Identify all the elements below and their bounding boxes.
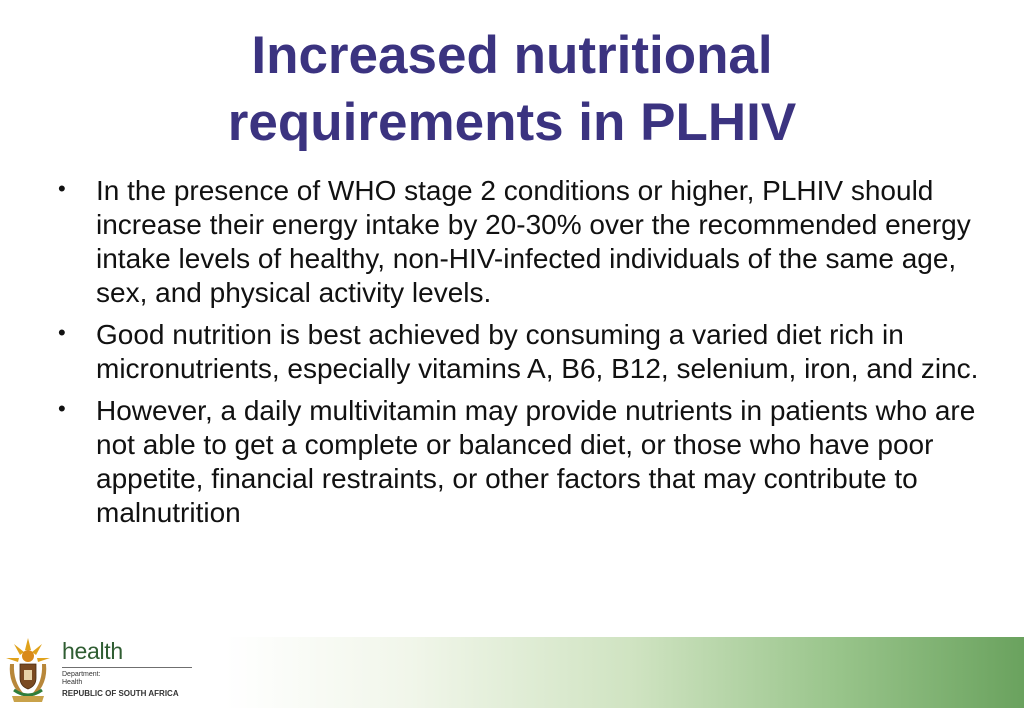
bullet-icon: • — [58, 396, 66, 421]
logo-republic-label: REPUBLIC OF SOUTH AFRICA — [62, 689, 179, 698]
bullet-text: Good nutrition is best achieved by consuming a varied diet rich in micronutrients, especially vitamins A, B6, B12, selenium, iron, and zinc. — [96, 319, 979, 384]
bullet-item — [0, 394, 1000, 530]
logo-wordmark: health — [62, 638, 123, 664]
bullet-item — [0, 318, 1000, 386]
logo-divider — [62, 667, 192, 668]
slide-title-line: requirements in PLHIV — [227, 93, 797, 152]
logo-health-label: Health — [62, 679, 83, 686]
bullet-text: In the presence of WHO stage 2 conditions or higher, PLHIV should increase their energy intake by 20-30% over the recommended energy intake levels of healthy, non-HIV-infected individuals of the same age, sex, and physical activity levels. — [96, 175, 971, 308]
slide-title-line: Increased nutritional — [251, 26, 773, 85]
department-health-logo — [0, 634, 200, 706]
coat-of-arms-icon — [2, 634, 54, 704]
bullet-icon: • — [58, 320, 66, 345]
slide-title — [0, 22, 1024, 156]
bullet-list — [0, 174, 1000, 538]
bullet-text: However, a daily multivitamin may provide nutrients in patients who are not able to get a complete or balanced diet, or those who have poor appetite, financial restraints, or other factors that may contribute to malnutrition — [96, 395, 976, 528]
bullet-icon: • — [58, 176, 66, 201]
logo-department-label: Department: — [62, 671, 101, 678]
bullet-item — [0, 174, 1000, 310]
